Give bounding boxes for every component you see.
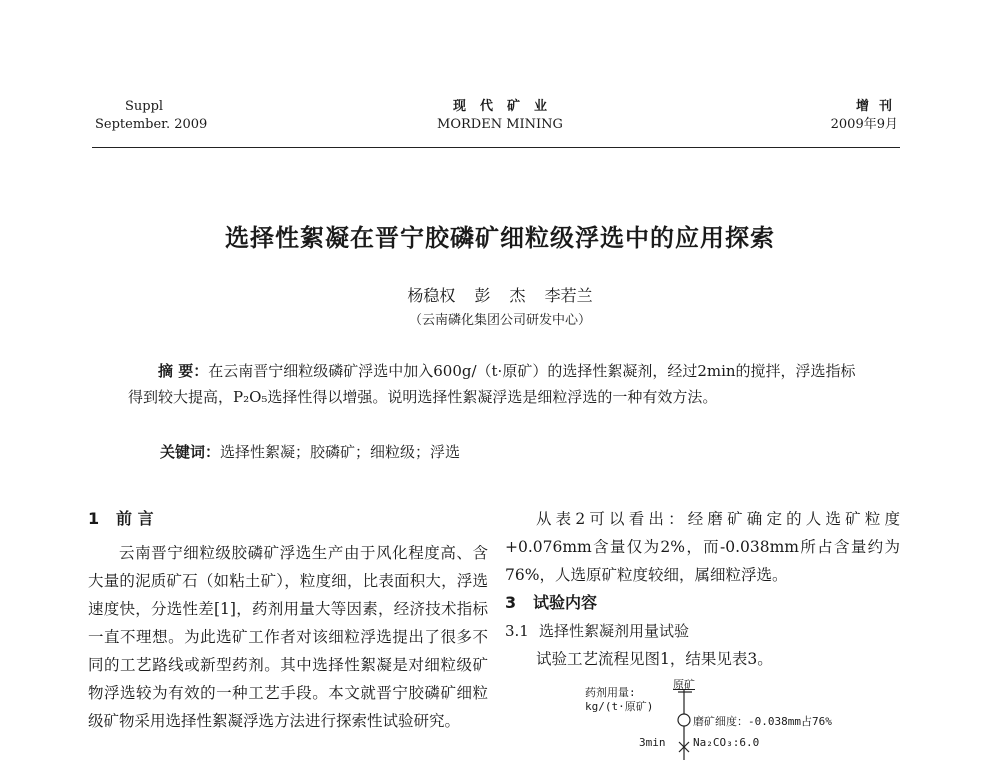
intro-paragraph: 云南晋宁细粒级胶磷矿浮选生产由于风化程度高、含大量的泥质矿石（如粘土矿），粒度细，比表面积大，浮选速度快，分选性差[1]，药剂用量大等因素，经济技术指标一直不理想。为此选矿工作者对该细粒浮选提出了很多不同的工艺路线或新型药剂。其中选择性絮凝是对细粒级矿物浮选较为有效的一种工艺手段。本文就晋宁胶磷矿细粒级矿物采用选择性絮凝浮选方法进行探索性试验研究。 [88, 544, 488, 730]
abstract [128, 358, 863, 410]
section-title: 前 言 [116, 509, 154, 528]
subsection-heading [505, 617, 900, 645]
paper-title: 选择性絮凝在晋宁胶磷矿细粒级浮选中的应用探索 [225, 223, 775, 252]
keywords [160, 441, 460, 462]
subsection-number: 3.1 [505, 622, 529, 640]
dosage-unit-label: kg/(t·原矿) [585, 700, 654, 713]
dosage-label: 药剂用量: [585, 686, 636, 699]
keywords-text: 选择性絮凝；胶磷矿；细粒级；浮选 [220, 443, 461, 461]
subsection-title: 选择性絮凝剂用量试验 [539, 622, 690, 640]
raw-ore-label: 原矿 [673, 678, 695, 691]
left-column [88, 505, 488, 735]
stir-time-label: 3min [639, 736, 666, 749]
header-rule [92, 147, 900, 148]
section-number: 1 [88, 509, 100, 528]
right-column [505, 505, 900, 673]
figure-reference-line: 试验工艺流程见图1，结果见表3。 [536, 650, 773, 668]
section-title: 试验内容 [533, 593, 598, 612]
issue-date-cn: 2009年9月 [830, 117, 898, 132]
abstract-text: 在云南晋宁细粒级磷矿浮选中加入600g/（t·原矿）的选择性絮凝剂，经过2min的搅拌，浮选指标得到较大提高，P₂O₅选择性得以增强。说明选择性絮凝浮选是细粒浮选的一种有效方法。 [128, 362, 856, 406]
journal-name-cn: 现代矿业 [452, 99, 561, 114]
journal-name-en: MORDEN MINING [437, 117, 563, 132]
supplement-label-cn: 增刊 [855, 99, 902, 114]
keywords-label: 关键词： [160, 443, 221, 461]
journal-header-left [95, 98, 207, 134]
grind-fineness-label: 磨矿细度：-0.038mm占76% [693, 715, 832, 728]
flowsheet-diagram [575, 676, 905, 760]
reagent-dosage-label: Na₂CO₃:6.0 [693, 736, 760, 749]
supplement-label: Suppl [125, 99, 164, 114]
paper-authors: 杨稳权 彭 杰 李若兰 [407, 286, 593, 305]
journal-header-right [760, 98, 902, 134]
issue-date-en: September. 2009 [95, 117, 208, 132]
abstract-label: 摘 要： [158, 362, 209, 380]
grain-size-paragraph: 从表2可以看出：经磨矿确定的人选矿粒度+0.076mm含量仅为2%，而-0.038mm所占含量约为76%，人选原矿粒度较细，属细粒浮选。 [505, 510, 900, 584]
section-number: 3 [505, 593, 517, 612]
author-affiliation: （云南磷化集团公司研发中心） [408, 313, 591, 328]
grinding-node-icon [678, 714, 690, 726]
section-heading-intro [88, 505, 488, 533]
section-heading-experiment [505, 589, 900, 617]
journal-header-center [380, 98, 620, 134]
